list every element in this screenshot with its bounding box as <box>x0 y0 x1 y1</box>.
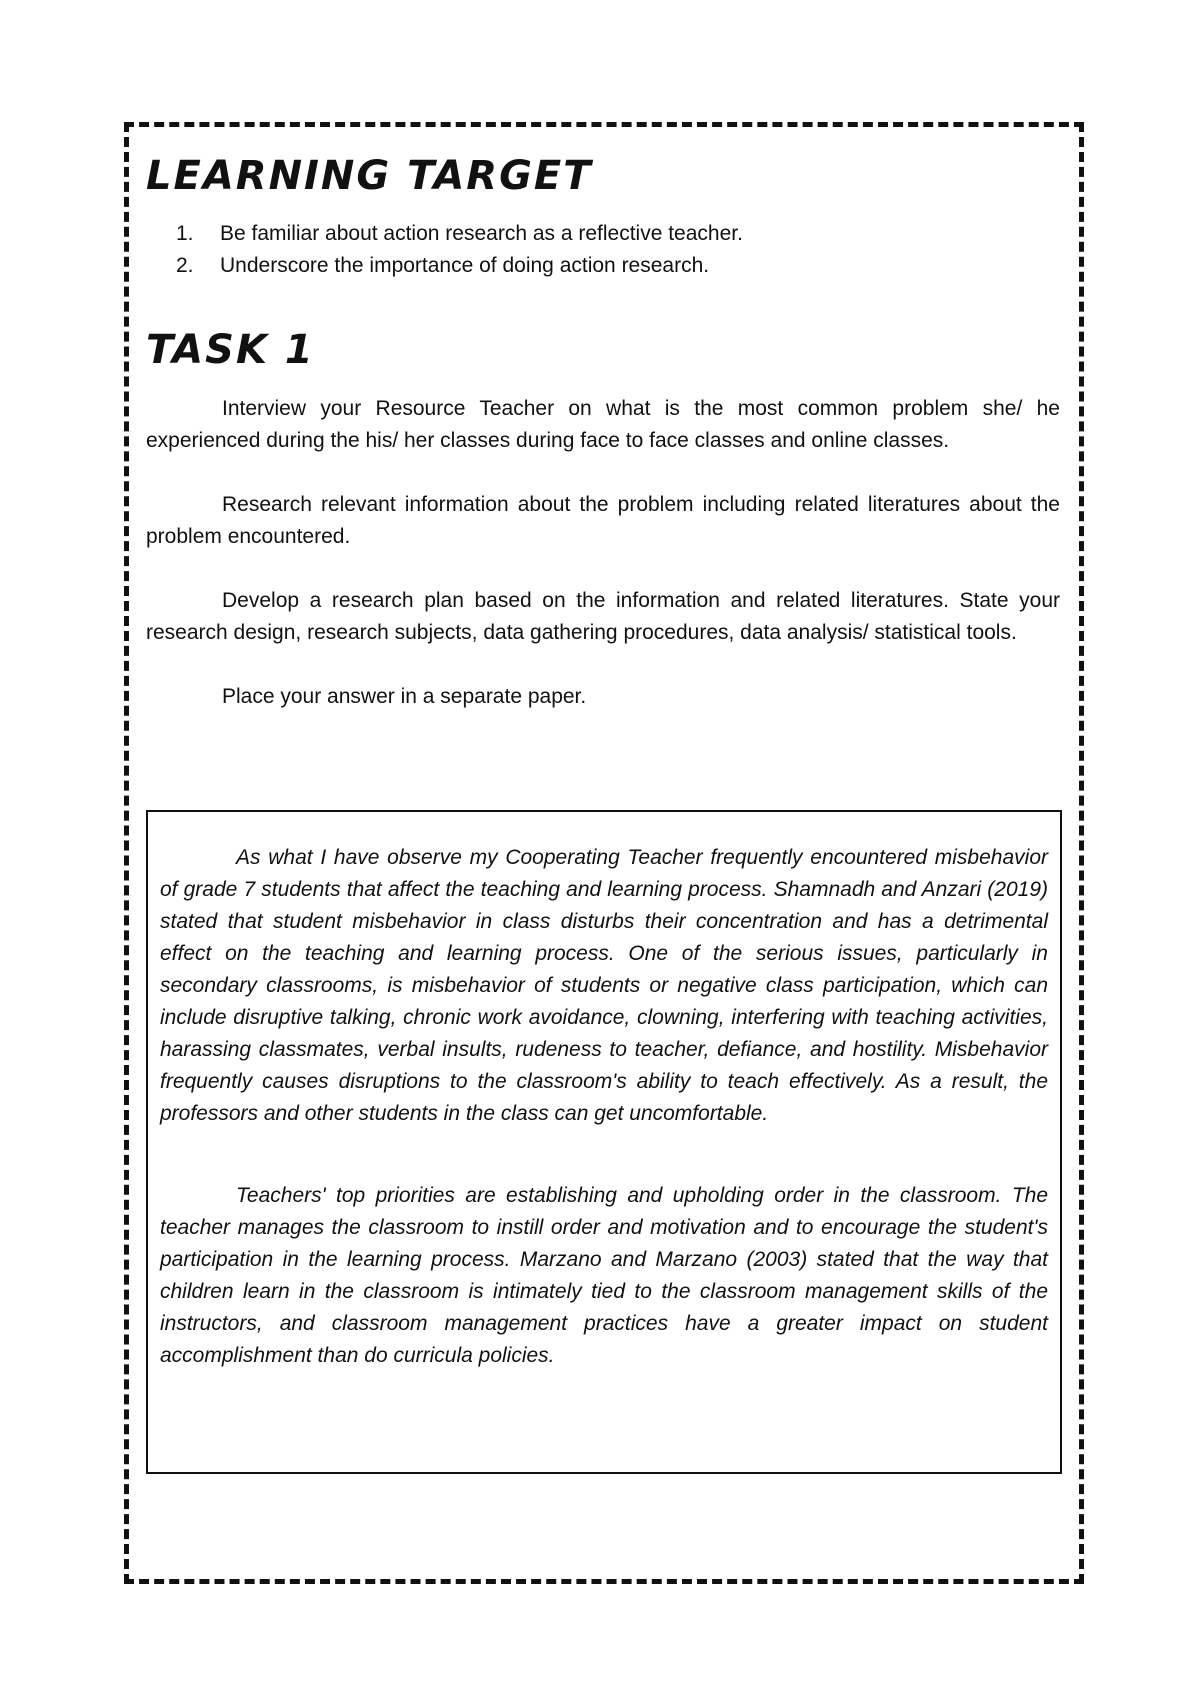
list-item-number: 2. <box>176 254 194 277</box>
list-item-number: 1. <box>176 222 194 245</box>
list-item-text: Underscore the importance of doing action research. <box>220 254 710 277</box>
task-paragraph: Develop a research plan based on the information and related literatures. State your research design, research subjects, data gathering procedures, data analysis/ statistical tools. <box>146 589 1060 644</box>
answer-paragraph: As what I have observe my Cooperating Teacher frequently encountered misbehavior of grade 7 students that affect the teaching and learning process. Shamnadh and Anzari (2019) stated that student misbehavior in class disturbs their concentration and has a detrimental effect on the teaching and learning process. One of the serious issues, particularly in secondary classrooms, is misbehavior of students or negative class participation, which can include disruptive talking, chronic work avoidance, clowning, interfering with teaching activities, harassing classmates, verbal insults, rudeness to teacher, defiance, and hostility. Misbehavior frequently causes disruptions to the classroom's ability to teach effectively. As a result, the professors and other students in the class can get uncomfortable. <box>160 846 1048 1125</box>
list-item-text: Be familiar about action research as a reflective teacher. <box>220 222 743 245</box>
task-paragraph: Research relevant information about the problem including related literatures about the problem encountered. <box>146 493 1060 548</box>
learning-target-heading: LEARNING TARGET <box>146 153 593 199</box>
task-paragraph: Interview your Resource Teacher on what is the most common problem she/ he experienced during the his/ her classes during face to face classes and online classes. <box>146 397 1060 452</box>
list-item <box>176 218 743 250</box>
task-paragraph: Place your answer in a separate paper. <box>222 685 587 708</box>
task-heading: TASK 1 <box>146 327 315 373</box>
answer-box <box>146 810 1062 1474</box>
answer-paragraph: Teachers' top priorities are establishing and upholding order in the classroom. The teacher manages the classroom to instill order and motivation and to encourage the student's participation in the learning process. Marzano and Marzano (2003) stated that the way that children learn in the classroom is intimately tied to the classroom management skills of the instructors, and classroom management practices have a greater impact on student accomplishment than do curricula policies. <box>160 1184 1048 1367</box>
learning-target-list <box>176 218 743 282</box>
list-item <box>176 250 743 282</box>
task-instructions <box>146 393 1060 745</box>
